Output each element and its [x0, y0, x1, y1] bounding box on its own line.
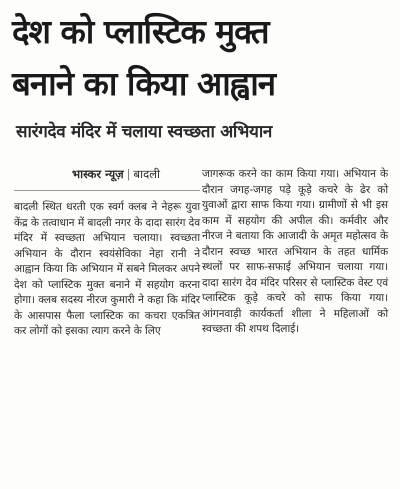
- article-body-left-column: [14, 200, 200, 340]
- subheadline: सारंगदेव मंदिर में चलाया स्वच्छता अभियान: [16, 122, 273, 142]
- left-column-text: बादली स्थित धरती एक स्वर्ग क्लब ने नेहरू युवा केंद्र के तत्वाधान में बादली नगर के दादा सारंग देव मंदिर में स्वच्छता अभियान चलाया। स्वच्छता अभियान के दौरान स्वयंसेविका नेहा रानी ने आह्वान किया कि अभियान में सबने मिलकर अपने देश को प्लास्टिक मुक्त बनाने में सहयोग करना होगा। क्लब सदस्य नीरज कुमारी ने कहा कि मंदिर के आसपास फैला प्लास्टिक का कचरा एकत्रित कर लोगों को इसका त्याग करने के लिए: [14, 201, 200, 338]
- byline-separator: |: [126, 167, 131, 181]
- headline-line-1: देश को प्लास्टिक मुक्त: [12, 12, 269, 51]
- byline: [72, 166, 160, 182]
- headline-line-2: बनाने का किया आह्वान: [12, 64, 276, 103]
- right-column-text: जागरूक करने का काम किया गया। अभियान के दौरान जगह-जगह पड़े कूड़े कचरे के ढेर को युवाओं द्वारा साफ किया गया। ग्रामीणों से भी इस काम में सहयोग की अपील की। कर्मवीर और नीरज ने बताया कि आजादी के अमृत महोत्सव के दौरान स्वच्छ भारत अभियान के तहत धार्मिक स्थलों पर साफ-सफाई अभियान चलाया गया। दादा सारंग देव मंदिर परिसर से प्लास्टिक वेस्ट एवं प्लास्टिक कूड़े कचरे को साफ किया गया। आंगनवाड़ी कार्यकर्ता शीला ने महिलाओं को स्वच्छता की शपथ दिलाई।: [202, 168, 388, 336]
- byline-rule: [14, 190, 200, 191]
- article-body-right-column: [202, 167, 388, 338]
- byline-source: भास्कर न्यूज़: [72, 167, 124, 181]
- byline-place: बादली: [133, 167, 160, 181]
